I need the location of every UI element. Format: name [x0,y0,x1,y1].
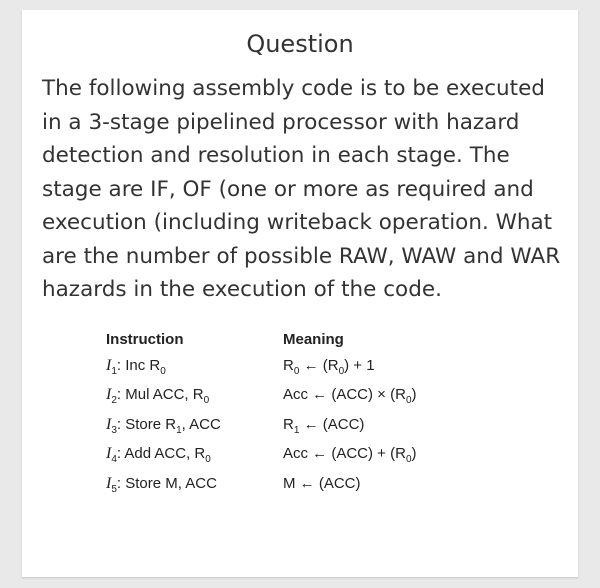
instruction-cell [106,382,283,412]
meaning-part: M ← (ACC) [283,474,361,492]
instruction-op: : Store R [116,415,177,433]
meaning-part: ) [411,445,417,463]
instruction-op: : Add ACC, R [116,445,206,463]
instruction-label: I [106,415,112,433]
instruction-op: : Store M, ACC [116,474,217,492]
table-row [106,470,417,500]
instruction-cell [106,411,283,441]
instruction-op: : Mul ACC, R [116,386,204,404]
meaning-cell [283,411,417,441]
meaning-part: ← (ACC) [299,415,365,433]
meaning-header: Meaning [283,330,344,348]
meaning-part: ) + 1 [344,356,375,374]
meaning-subscript: 0 [405,454,412,466]
operand-subscript: 0 [205,454,211,466]
table-row [106,411,417,441]
instruction-index: 1 [111,365,117,377]
meaning-cell [283,470,417,500]
operand-subscript: 0 [160,365,166,377]
meaning-part: Acc ← (ACC) × (R [283,386,406,404]
meaning-part: ) [411,386,417,404]
meaning-part: Acc ← (ACC) + (R [283,445,406,463]
question-text: The following assembly code is to be executed in a 3-stage pipelined processor with hazard detection and resolution in each stage. The stage are IF, OF (one or more as required and execution (including writeback operation. What are the number of possible RAW, WAW and WAR hazards in the execution of the code. [42,76,561,302]
instruction-index: 3 [111,424,117,436]
table-row [106,441,417,471]
instruction-op-tail: , ACC [181,415,221,433]
meaning-part: R [283,415,294,433]
instruction-label: I [106,356,112,374]
instruction-label: I [106,474,112,492]
meaning-subscript: 0 [293,365,300,377]
table-row [106,352,417,382]
meaning-cell [283,352,417,382]
instruction-label: I [106,386,112,404]
instruction-cell [106,352,283,382]
instruction-index: 4 [111,454,117,466]
operand-subscript: 0 [203,395,210,407]
meaning-cell [283,382,417,412]
instruction-cell [106,470,283,500]
instruction-cell [106,441,283,471]
meaning-subscript: 0 [405,395,412,407]
meaning-part: ← (R [299,356,339,374]
instruction-label: I [106,445,112,463]
table-row [106,382,417,412]
instruction-op: : Inc R [116,356,161,374]
meaning-part: R [283,356,294,374]
instruction-header: Instruction [106,330,184,348]
table-header-row [106,326,417,352]
meaning-subscript: 1 [293,424,300,436]
question-card [22,10,578,577]
meaning-subscript: 0 [338,365,345,377]
instruction-index: 2 [111,395,117,407]
meaning-cell [283,441,417,471]
assembly-code-table [106,326,417,500]
instruction-index: 5 [111,483,117,495]
operand-subscript: 1 [176,424,182,436]
page-title: Question [246,30,354,58]
